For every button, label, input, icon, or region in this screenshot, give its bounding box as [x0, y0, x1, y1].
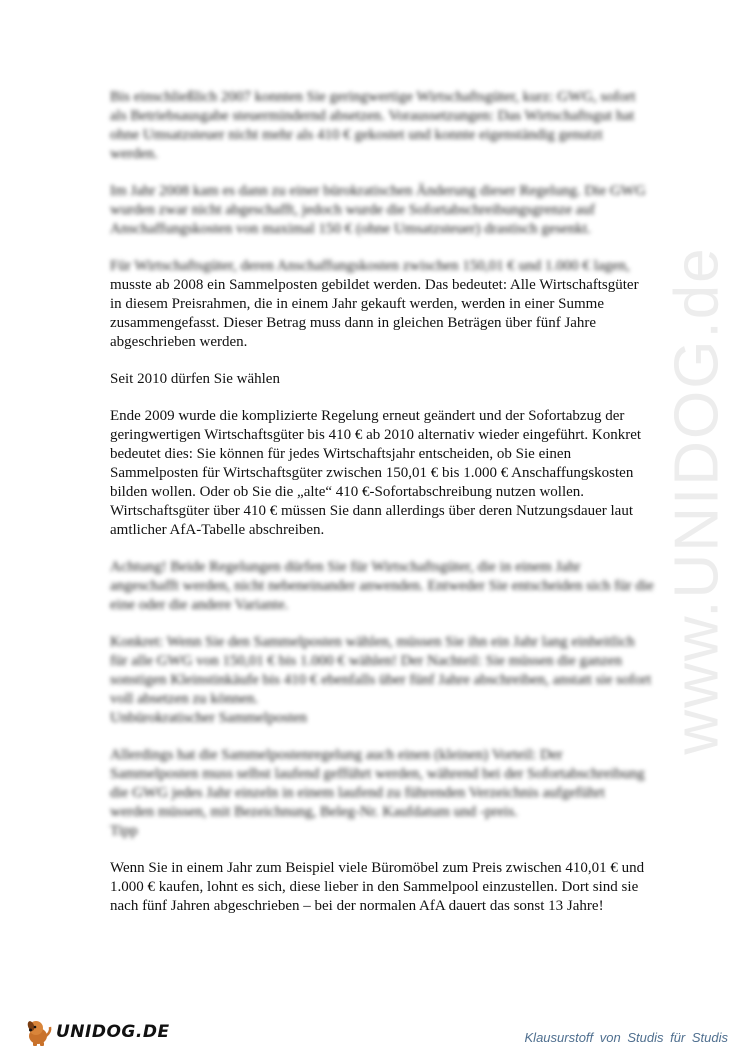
text-line: eine oder die andere Variante.: [110, 597, 289, 613]
paragraph: [110, 182, 665, 239]
text-line: nach fünf Jahren abgeschrieben – bei der normalen AfA dauert das sonst 13 Jahre!: [110, 898, 604, 914]
footer-logo[interactable]: [22, 1014, 170, 1050]
text-line: Sammelposten muss selbst laufend gefführt werden, während bei der Sofortabschreibung: [110, 766, 645, 782]
paragraph: [110, 859, 665, 916]
text-line: Tipp: [110, 823, 138, 839]
text-line: zusammengefasst. Dieser Betrag muss dann in gleichen Beträgen über fünf Jahre: [110, 315, 597, 331]
text-line: Seit 2010 dürfen Sie wählen: [110, 371, 280, 387]
footer-tagline: Klausurstoff von Studis für Studis: [524, 1030, 728, 1045]
text-line: Konkret: Wenn Sie den Sammelposten wählen, müssen Sie ihn ein Jahr lang einheitlich: [110, 634, 635, 650]
text-line: ohne Umsatzsteuer nicht mehr als 410 € gekostet und konnte eigenständig genutzt: [110, 127, 603, 143]
paragraph: [110, 370, 665, 389]
document-body: [110, 88, 665, 934]
text-line: angeschafft werden, nicht nebeneinander anwenden. Entweder Sie entscheiden sich für die: [110, 578, 654, 594]
text-line: werden.: [110, 146, 158, 162]
text-line: Achtung! Beide Regelungen dürfen Sie für Wirtschaftsgüter, die in einem Jahr: [110, 559, 581, 575]
text-line: voll absetzen zu können.: [110, 691, 259, 707]
text-line: geringwertigen Wirtschaftsgüter bis 410 € ab 2010 alternativ wieder eingeführt. Konkret: [110, 427, 642, 443]
paragraph: [110, 257, 665, 352]
text-line: Unbürokratischer Sammelposten: [110, 710, 308, 726]
paragraph: [110, 558, 665, 615]
text-line: Bis einschließlich 2007 konnten Sie geringwertige Wirtschaftsgüter, kurz: GWG, sofort: [110, 89, 636, 105]
dog-mascot-icon: [22, 1016, 54, 1048]
text-line: Sammelposten für Wirtschaftsgüter zwischen 150,01 € bis 1.000 € Anschaffungskosten: [110, 465, 634, 481]
text-line: 1.000 € kaufen, lohnt es sich, diese lieber in den Sammelpool einzustellen. Dort sind sie: [110, 879, 639, 895]
text-line: Allerdings hat die Sammelpostenregelung auch einen (kleinen) Vorteil: Der: [110, 747, 563, 763]
text-line: die GWG jedes Jahr einzeln in einem laufend zu führenden Verzeichnis aufgeführt: [110, 785, 605, 801]
paragraph: [110, 633, 665, 728]
text-line: Ende 2009 wurde die komplizierte Regelung erneut geändert und der Sofortabzug der: [110, 408, 625, 424]
text-line: amtlicher AfA-Tabelle abschreiben.: [110, 522, 325, 538]
text-line: abgeschrieben werden.: [110, 334, 248, 350]
text-line: Im Jahr 2008 kam es dann zu einer bürokratischen Änderung dieser Regelung. Die GWG: [110, 183, 646, 199]
text-line: für alle GWG von 150,01 € bis 1.000 € wählen! Der Nachteil: Sie müssen die ganzen: [110, 653, 622, 669]
paragraph: [110, 88, 665, 164]
text-line: bilden wollen. Oder ob Sie die „alte“ 410 €-Sofortabschreibung nutzen wollen.: [110, 484, 585, 500]
text-line: werden müssen, mit Bezeichnung, Beleg-Nr. Kaufdatum und -preis.: [110, 804, 518, 820]
paragraph: [110, 746, 665, 841]
text-line: Für Wirtschaftsgüter, deren Anschaffungskosten zwischen 150,01 € und 1.000 € lagen,: [110, 258, 630, 274]
text-line: Wirtschaftsgüter über 410 € müssen Sie dann allerdings über deren Nutzungsdauer laut: [110, 503, 634, 519]
text-line: Anschaffungskosten von maximal 150 € (ohne Umsatzsteuer) drastisch gesenkt.: [110, 221, 591, 237]
text-line: als Betriebsausgabe steuermindernd absetzen. Voraussetzungen: Das Wirtschaftsgut hat: [110, 108, 635, 124]
text-line: bedeutet dies: Sie können für jedes Wirtschaftsjahr entscheiden, ob Sie einen: [110, 446, 572, 462]
text-line: Wenn Sie in einem Jahr zum Beispiel viele Büromöbel zum Preis zwischen 410,01 € und: [110, 860, 645, 876]
text-line: sonstigen Kleinstinkäufe bis 410 € ebenfalls über fünf Jahre abschreiben, anstatt sie sofort: [110, 672, 652, 688]
text-line: wurden zwar nicht abgeschafft, jedoch wurde die Sofortabschreibungsgrenze auf: [110, 202, 595, 218]
logo-text: UNIDOG.DE: [56, 1022, 170, 1042]
watermark-text: www.UNIDOG.de: [662, 245, 732, 755]
paragraph: [110, 407, 665, 540]
text-line: in diesem Preisrahmen, die in einem Jahr gekauft werden, werden in einer Summe: [110, 296, 605, 312]
text-line: musste ab 2008 ein Sammelposten gebildet werden. Das bedeutet: Alle Wirtschaftsgüter: [110, 277, 639, 293]
